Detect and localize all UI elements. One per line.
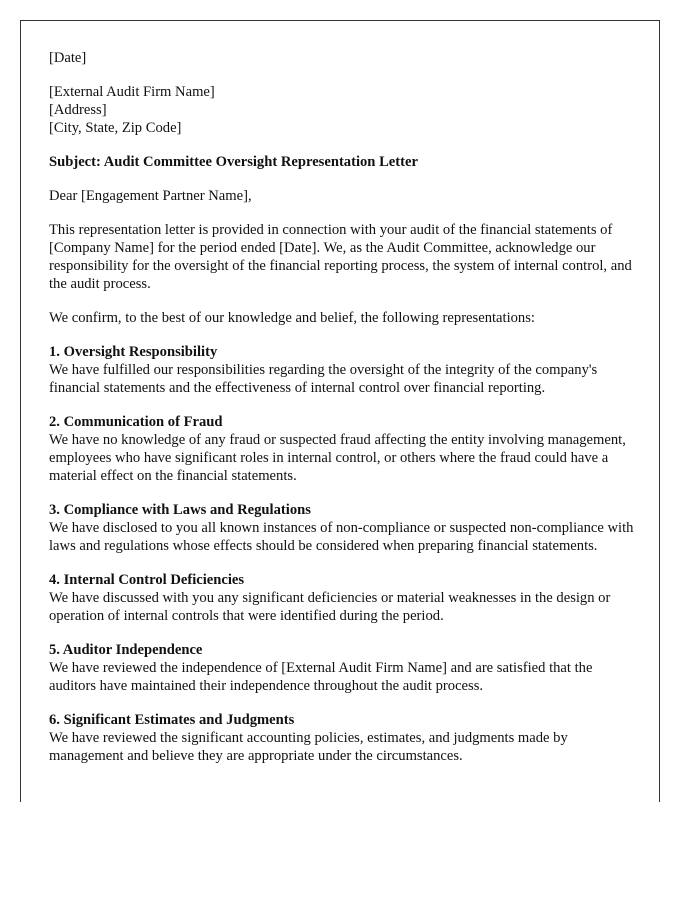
recipient-city: [City, State, Zip Code]: [49, 120, 182, 136]
section-title: 5. Auditor Independence: [49, 642, 203, 658]
section-body: We have disclosed to you all known instances of non-compliance or suspected non-compliance with laws and regulations whose effects should be considered when preparing financial statements.: [49, 520, 634, 554]
letter-page: [20, 20, 660, 802]
section-body: We have no knowledge of any fraud or suspected fraud affecting the entity involving management, employees who have significant roles in internal control, or others where the fraud could have a material effect on the financial statements.: [49, 432, 626, 484]
section-title: 1. Oversight Responsibility: [49, 344, 218, 360]
salutation: Dear [Engagement Partner Name],: [49, 188, 252, 204]
section-title: 2. Communication of Fraud: [49, 414, 223, 430]
representation-section: [49, 501, 634, 555]
section-body: We have reviewed the significant accounting policies, estimates, and judgments made by management and believe they are appropriate under the circumstances.: [49, 730, 568, 764]
recipient-firm: [External Audit Firm Name]: [49, 84, 215, 100]
confirm-paragraph: We confirm, to the best of our knowledge and belief, the following representations:: [49, 310, 535, 326]
section-body: We have discussed with you any significant deficiencies or material weaknesses in the design or operation of internal controls that were identified during the period.: [49, 590, 611, 624]
section-body: We have fulfilled our responsibilities regarding the oversight of the integrity of the company's financial statements and the effectiveness of internal control over financial reporting.: [49, 362, 598, 396]
section-body: We have reviewed the independence of [External Audit Firm Name] and are satisfied that the auditors have maintained their independence throughout the audit process.: [49, 660, 593, 694]
intro-paragraph: This representation letter is provided in connection with your audit of the financial statements of [Company Name] for the period ended [Date]. We, as the Audit Committee, acknowledge our responsibility for the oversight of the financial reporting process, the system of internal control, and the audit process.: [49, 222, 632, 292]
section-title: 4. Internal Control Deficiencies: [49, 572, 245, 588]
representation-section: [49, 413, 634, 485]
section-title: 3. Compliance with Laws and Regulations: [49, 502, 311, 518]
letter-content: [49, 49, 634, 781]
letter-subject: Subject: Audit Committee Oversight Representation Letter: [49, 154, 418, 170]
representation-section: [49, 711, 634, 765]
section-title: 6. Significant Estimates and Judgments: [49, 712, 295, 728]
representation-section: [49, 571, 634, 625]
letter-date: [Date]: [49, 50, 87, 66]
recipient-address: [Address]: [49, 102, 107, 118]
recipient-address-block: [49, 83, 634, 137]
representation-section: [49, 641, 634, 695]
representation-section: [49, 343, 634, 397]
